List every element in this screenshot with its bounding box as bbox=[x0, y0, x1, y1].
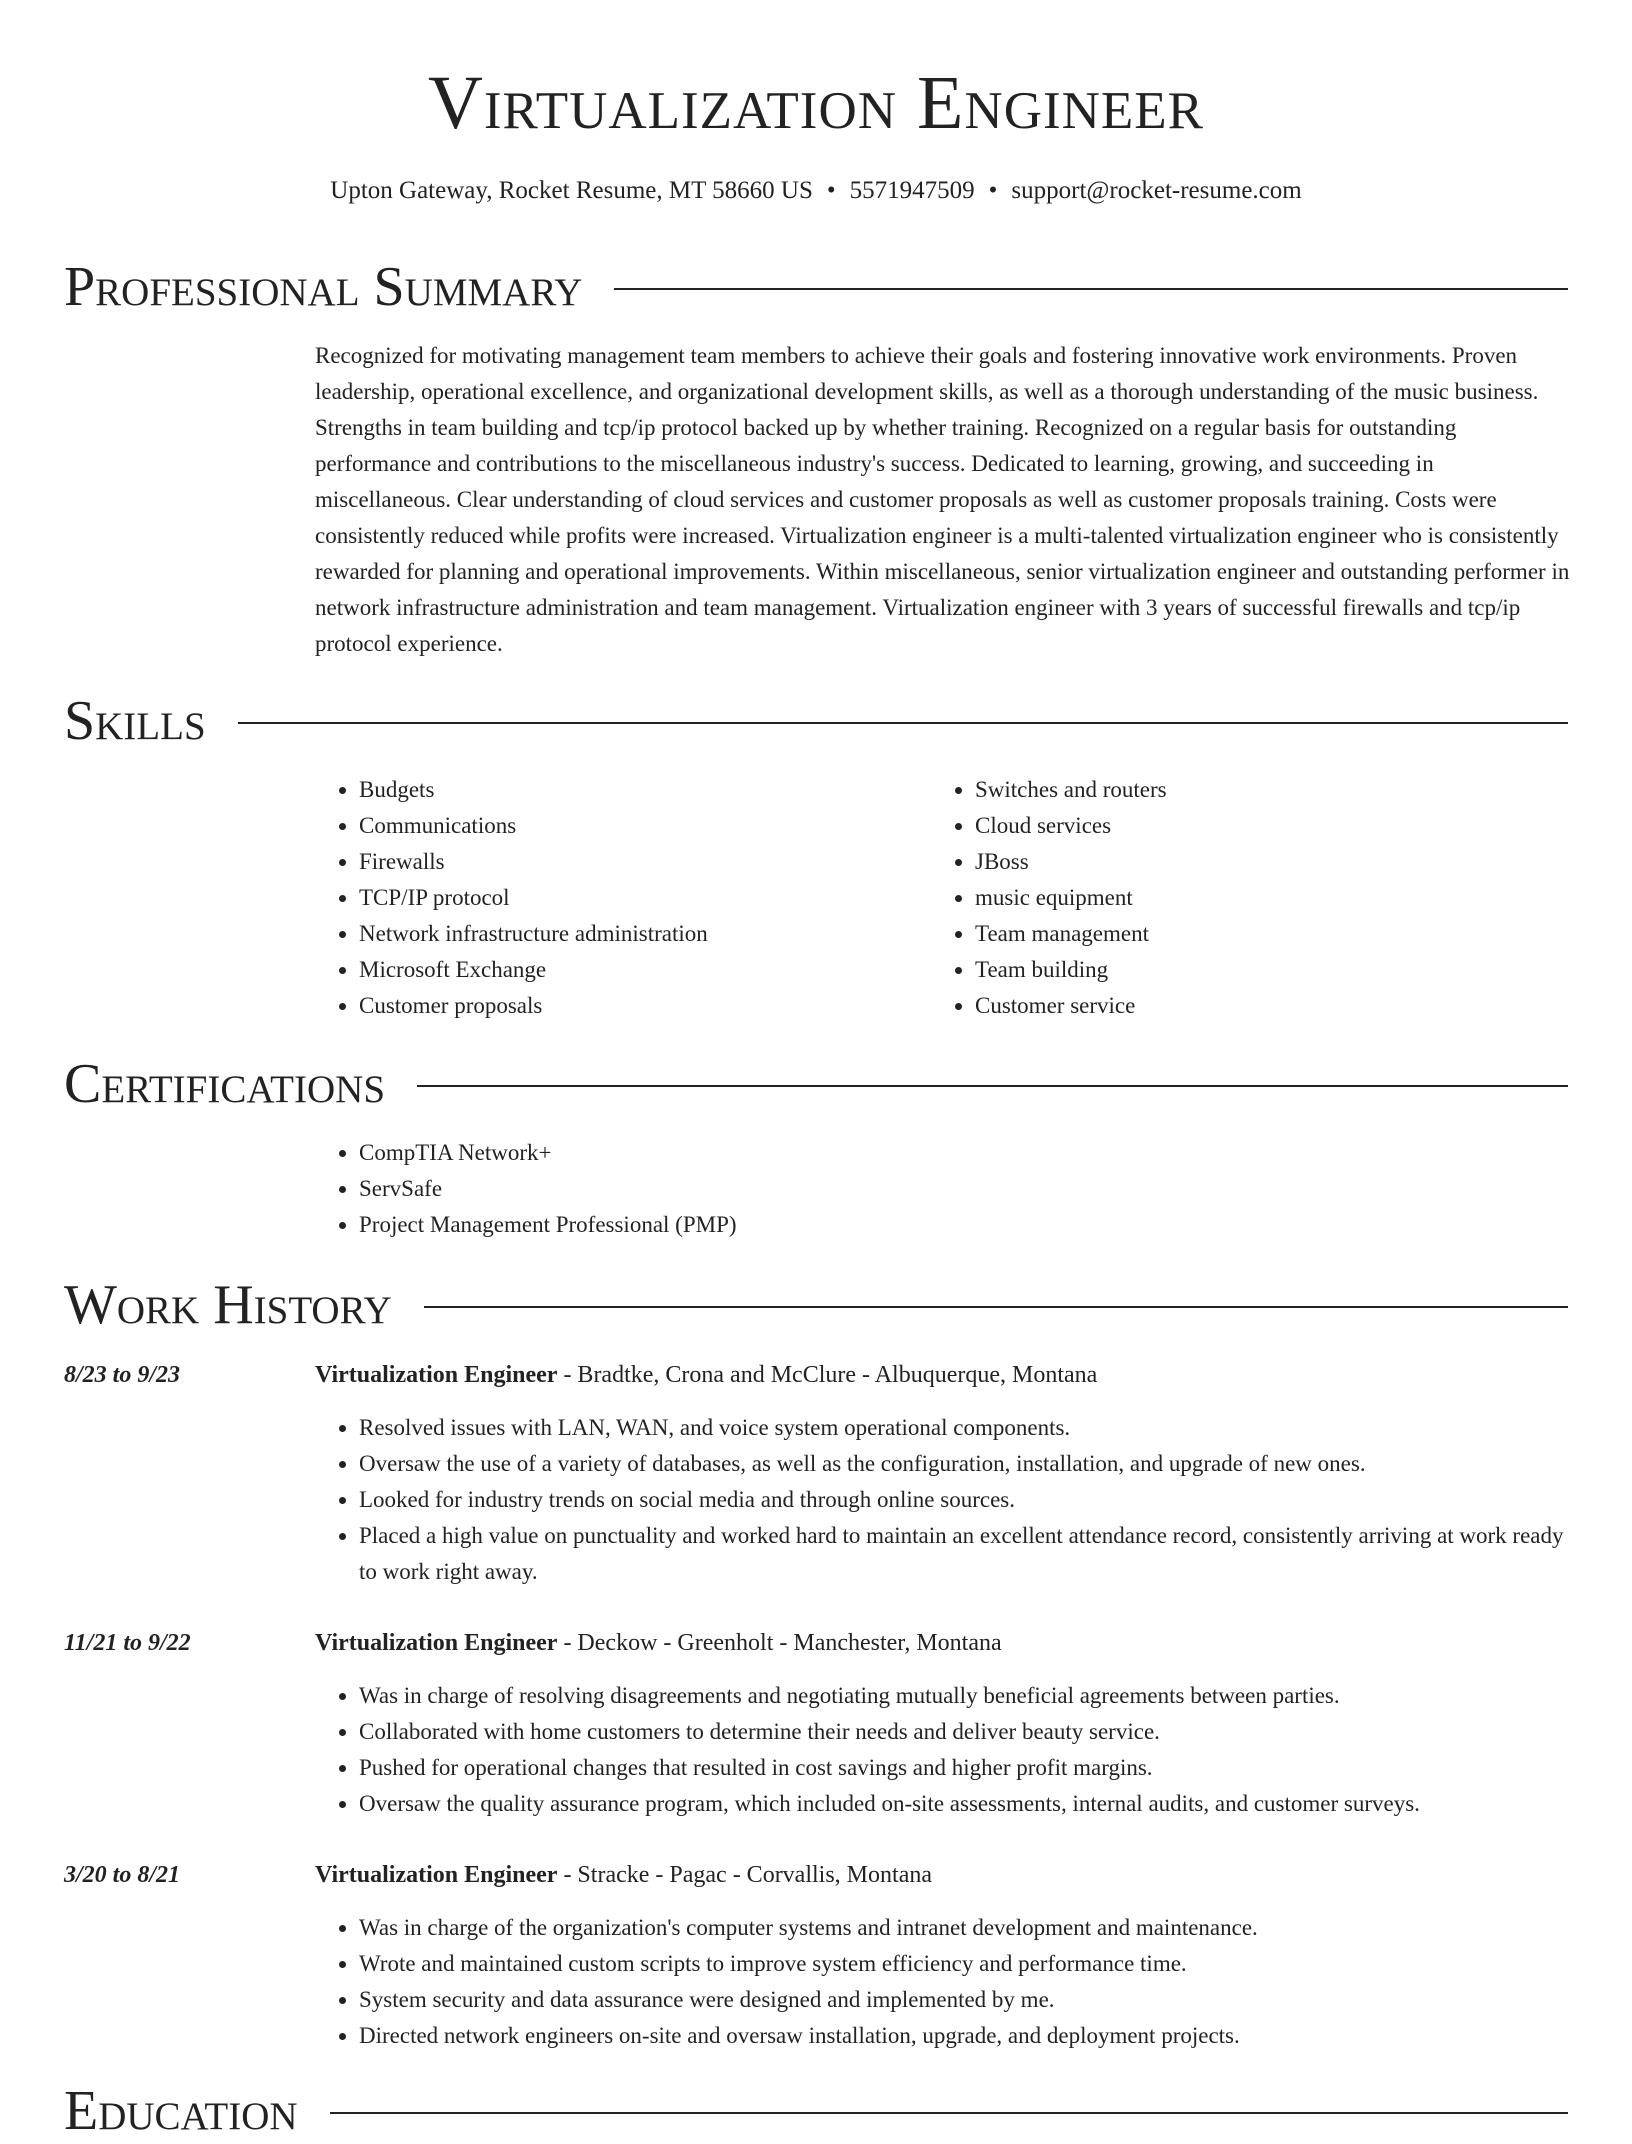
certifications-list bbox=[315, 1135, 1570, 1243]
section-divider bbox=[330, 2112, 1568, 2114]
contact-line bbox=[0, 175, 1632, 207]
summary-text: Recognized for motivating management team members to achieve their goals and fostering innovative work environments. Proven leadership, operational excellence, and organizational development skills, as well as a thorough understanding of the music business. Strengths in team building and tcp/ip protocol backed up by whether training. Recognized on a regular basis for outstanding performance and contributions to the miscellaneous industry's success. Dedicated to learning, growing, and succeeding in miscellaneous. Clear understanding of cloud services and customer proposals as well as customer proposals training. Costs were consistently reduced while profits were increased. Virtualization engineer is a multi-talented virtualization engineer who is consistently rewarded for planning and operational improvements. Within miscellaneous, senior virtualization engineer and outstanding performer in network infrastructure administration and team management. Virtualization engineer with 3 years of successful firewalls and tcp/ip protocol experience. bbox=[315, 343, 1570, 656]
job-bullet: • Pushed for operational changes that resulted in cost savings and higher profit margins. bbox=[359, 1750, 1570, 1786]
skill-item: • TCP/IP protocol bbox=[359, 880, 875, 916]
skill-item: • Network infrastructure administration bbox=[359, 916, 875, 952]
job-employer: - Stracke - Pagac - Corvallis, Montana bbox=[557, 1862, 932, 1888]
section-divider bbox=[417, 1085, 1568, 1087]
skill-item: • Communications bbox=[359, 808, 875, 844]
skill-item: • Customer service bbox=[975, 988, 1491, 1024]
skills-section-header bbox=[64, 688, 1568, 754]
job-bullet: • System security and data assurance were designed and implemented by me. bbox=[359, 1982, 1570, 2018]
skill-item: • Microsoft Exchange bbox=[359, 952, 875, 988]
job-role: Virtualization Engineer bbox=[315, 1362, 558, 1388]
job-dates: 8/23 to 9/23 bbox=[64, 1362, 181, 1388]
section-divider bbox=[614, 288, 1568, 290]
job-role: Virtualization Engineer bbox=[315, 1862, 558, 1888]
skills-section-title: Skills bbox=[64, 690, 206, 752]
certification-item: • ServSafe bbox=[359, 1171, 1570, 1207]
education-section-title: Education bbox=[64, 2080, 298, 2142]
job-bullet: • Was in charge of the organization's computer systems and intranet development and maintenance. bbox=[359, 1910, 1570, 1946]
job-dates: 3/20 to 8/21 bbox=[64, 1862, 181, 1888]
job-bullet: • Looked for industry trends on social media and through online sources. bbox=[359, 1482, 1570, 1518]
contact-email: support@rocket-resume.com bbox=[1011, 177, 1302, 204]
work-section-header bbox=[64, 1272, 1568, 1338]
skill-item: • music equipment bbox=[975, 880, 1491, 916]
summary-section-title: Professional Summary bbox=[64, 256, 583, 318]
certification-item: • Project Management Professional (PMP) bbox=[359, 1207, 1570, 1243]
skill-item: • JBoss bbox=[975, 844, 1491, 880]
education-section-header bbox=[64, 2078, 1568, 2144]
section-divider bbox=[424, 1306, 1568, 1308]
job-employer: - Bradtke, Crona and McClure - Albuquerque, Montana bbox=[557, 1362, 1098, 1388]
job-bullets bbox=[315, 1678, 1570, 1822]
job-bullets bbox=[315, 1910, 1570, 2054]
skill-item: • Switches and routers bbox=[975, 772, 1491, 808]
job-title-line bbox=[315, 1858, 1570, 1892]
job-employer: - Deckow - Greenholt - Manchester, Montana bbox=[557, 1630, 1002, 1656]
job-bullets bbox=[315, 1410, 1570, 1590]
job-bullet: • Collaborated with home customers to determine their needs and deliver beauty service. bbox=[359, 1714, 1570, 1750]
resume-name: Virtualization Engineer bbox=[428, 61, 1204, 145]
job-bullet: • Directed network engineers on-site and oversaw installation, upgrade, and deployment projects. bbox=[359, 2018, 1570, 2054]
skills-list-left bbox=[315, 772, 875, 1024]
skill-item: • Team building bbox=[975, 952, 1491, 988]
job-bullet: • Resolved issues with LAN, WAN, and voice system operational components. bbox=[359, 1410, 1570, 1446]
job-title-line bbox=[315, 1626, 1570, 1660]
certifications-section-header bbox=[64, 1051, 1568, 1117]
job-bullet: • Oversaw the quality assurance program, which included on-site assessments, internal audits, and customer surveys. bbox=[359, 1786, 1570, 1822]
section-divider bbox=[238, 722, 1568, 724]
work-section-title: Work History bbox=[64, 1274, 392, 1336]
skill-item: • Cloud services bbox=[975, 808, 1491, 844]
job-title-line bbox=[315, 1358, 1570, 1392]
skill-item: • Budgets bbox=[359, 772, 875, 808]
contact-separator: • bbox=[826, 177, 836, 204]
skill-item: • Customer proposals bbox=[359, 988, 875, 1024]
contact-address: Upton Gateway, Rocket Resume, MT 58660 US bbox=[330, 177, 813, 204]
skill-item: • Team management bbox=[975, 916, 1491, 952]
certification-item: • CompTIA Network+ bbox=[359, 1135, 1570, 1171]
certifications-section-title: Certifications bbox=[64, 1053, 386, 1115]
summary-section-header bbox=[64, 254, 1568, 320]
job-bullet: • Was in charge of resolving disagreements and negotiating mutually beneficial agreements between parties. bbox=[359, 1678, 1570, 1714]
contact-separator: • bbox=[988, 177, 998, 204]
job-dates: 11/21 to 9/22 bbox=[64, 1630, 191, 1656]
job-bullet: • Placed a high value on punctuality and worked hard to maintain an excellent attendance record, consistently arriving at work ready to work right away. bbox=[359, 1518, 1570, 1590]
skill-item: • Firewalls bbox=[359, 844, 875, 880]
contact-phone: 5571947509 bbox=[849, 177, 975, 204]
job-bullet: • Oversaw the use of a variety of databases, as well as the configuration, installation, and upgrade of new ones. bbox=[359, 1446, 1570, 1482]
skills-list-right bbox=[931, 772, 1491, 1024]
job-role: Virtualization Engineer bbox=[315, 1630, 558, 1656]
job-bullet: • Wrote and maintained custom scripts to improve system efficiency and performance time. bbox=[359, 1946, 1570, 1982]
